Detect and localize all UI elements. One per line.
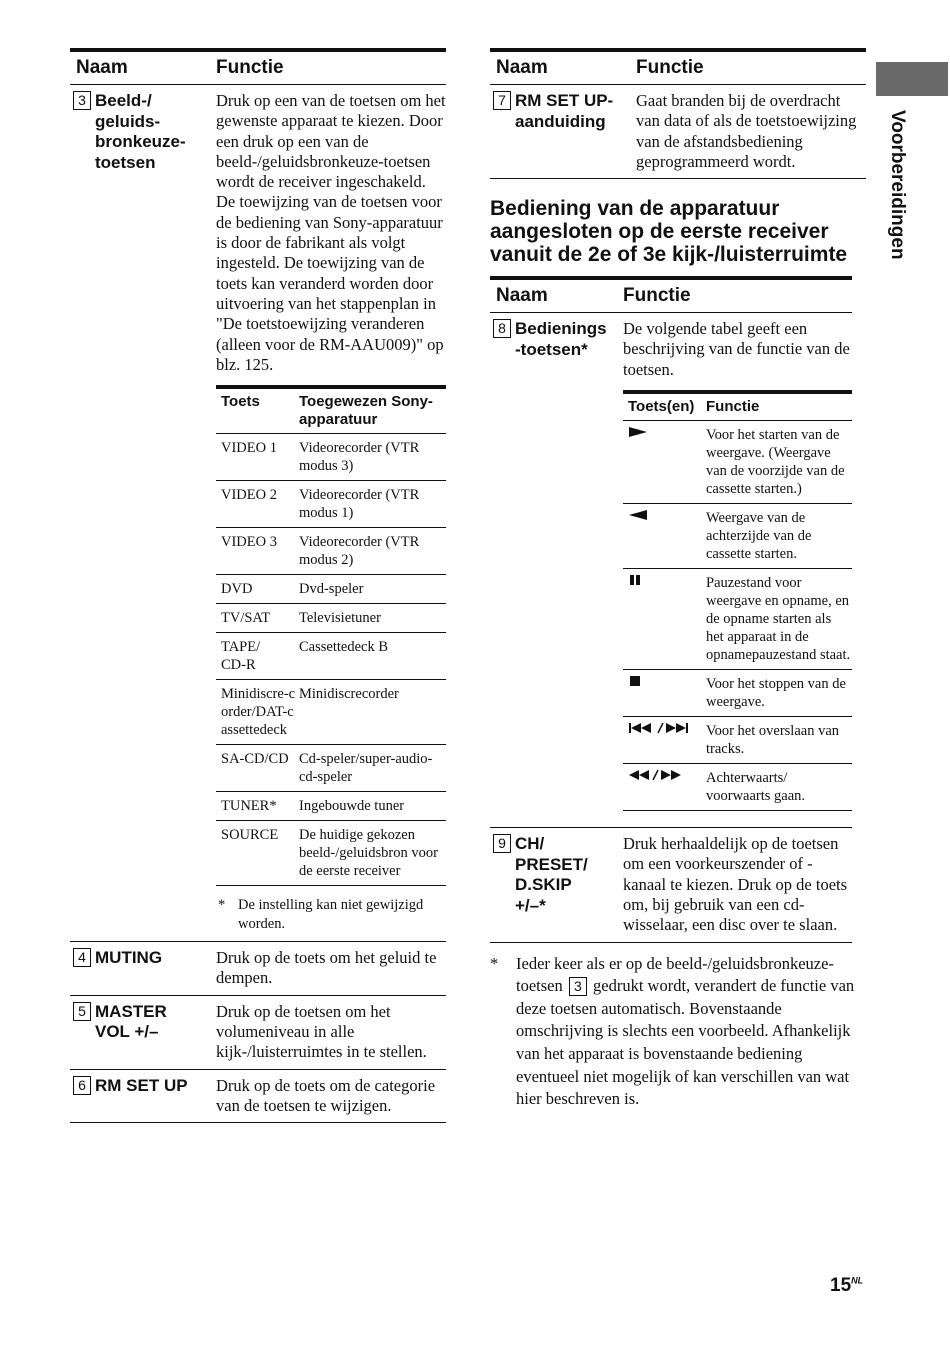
table-row — [490, 313, 852, 811]
table-row: Voor het overslaan van tracks. — [623, 717, 852, 764]
item-function: Druk op een van de toetsen om het gewenste apparaat te kiezen. Door een druk op een van de beeld-/geluidsbronkeuze-toetsen wordt de receiver ingeschakeld. De toewijzing van de toetsen voor de bediening van Sony-apparatuur is door de fabrikant als volgt ingesteld. De toewijzing van de toets kan veranderd worden door uitvoering van het stappenplan in "De toetstoewijzing veranderen (alleen voor de RM-AAU009)" op blz. 125. — [216, 91, 446, 374]
item-name: CH/ PRESET/ D.SKIP +/–* — [515, 834, 588, 915]
item-name: MASTER VOL +/– — [95, 1001, 167, 1042]
item-name: Bedienings -toetsen* — [515, 319, 607, 359]
table-header: Naam Functie — [490, 276, 852, 313]
right-column — [490, 48, 866, 1111]
section-label: Voorbereidingen — [887, 110, 908, 260]
key-function-table: Toets(en) Functie Voor het starten van de weergave. (Weergave van de voorzijde van de cassette starten.) Weergave van de achterzijde van de cassette starten. Pauzestand voor weergave en opname, en de opname starten als het apparaat in de opnamepauzestand staat. Voor het stoppen van de weergave. Voor het overslaan van tracks. Achterwaarts/ voorwaarts gaan. — [623, 390, 852, 811]
item-function: Druk op de toets om het geluid te dempen. — [216, 948, 437, 988]
table-row: TUNER* Ingebouwde tuner — [216, 792, 446, 821]
item-function: Gaat branden bij de overdracht van data of als de toetstoewijzing van de afstandsbediening geprogrammeerd wordt. — [636, 91, 857, 171]
header-name: Naam — [76, 57, 128, 78]
table-row: SOURCE De huidige gekozen beeld-/geluidsbron voor de eerste receiver — [216, 821, 446, 886]
table-row — [70, 942, 446, 996]
rewind-forward-icon — [628, 769, 688, 783]
item-function: Druk op de toets om de categorie van de toetsen te wijzigen. — [216, 1075, 436, 1115]
table-row — [70, 85, 446, 941]
item-name: RM SET UP — [95, 1075, 188, 1095]
stop-icon — [628, 675, 642, 689]
item-number: 7 — [493, 91, 511, 110]
table-row: TV/SAT Televisietuner — [216, 604, 446, 633]
left-column — [70, 48, 446, 1123]
item-function: Druk op de toetsen om het volumeniveau in alle kijk-/luisterruimtes in te stellen. — [216, 1001, 427, 1062]
item-name: MUTING — [95, 948, 163, 968]
table-row: Minidiscre-corder/DAT-cassettedeck Minidiscrecorder — [216, 680, 446, 745]
bottom-note: * Ieder keer als er op de beeld-/geluidsbronkeuze-toetsen 3 gedrukt wordt, verandert de functie van deze toetsen automatisch. Bovenstaande omschrijving is slechts een voorbeeld. Afhankelijk van het apparaat is bovenstaande bediening eventueel niet mogelijk of kan verschillen van wat hier beschreven is. — [490, 953, 855, 1109]
table-row: TAPE/ CD-R Cassettedeck B — [216, 633, 446, 680]
reverse-play-icon — [628, 509, 648, 523]
item-name: RM SET UP- aanduiding — [515, 91, 614, 131]
table-header: Naam Functie — [490, 48, 866, 85]
section-heading: Bediening van de apparatuur aangesloten op de eerste receiver vanuit de 2e of 3e kijk-/luisterruimte — [490, 197, 848, 267]
table-row: VIDEO 3 Videorecorder (VTR modus 2) — [216, 528, 446, 575]
item-number: 3 — [73, 91, 91, 110]
item-number: 4 — [73, 948, 91, 967]
table-row: DVD Dvd-speler — [216, 575, 446, 604]
item-function: De volgende tabel geeft een beschrijving van de functie van de toetsen. — [623, 319, 850, 379]
table-header — [70, 48, 446, 85]
table-row — [490, 85, 866, 179]
page-number: $15^{NL}$ — [830, 1275, 864, 1296]
pause-icon — [628, 574, 642, 588]
table-row: SA-CD/CD Cd-speler/super-audio-cd-speler — [216, 745, 446, 792]
item-number: 6 — [73, 1076, 91, 1095]
skip-prev-next-icon — [628, 722, 696, 736]
table-row: Pauzestand voor weergave en opname, en de opname starten als het apparaat in de opnamepauzestand staat. — [623, 569, 852, 670]
header-function: Functie — [216, 57, 284, 78]
table-row: Achterwaarts/ voorwaarts gaan. — [623, 764, 852, 811]
item-function: Druk herhaaldelijk op de toetsen om een voorkeurszender of -kanaal te kiezen. Druk op de toets om, bij gebruik van een cd-wisselaar, een disc over te slaan. — [623, 834, 848, 935]
footnote: * De instelling kan niet gewijzigd worden. — [218, 897, 424, 932]
table-row — [70, 996, 446, 1070]
table-row — [490, 828, 852, 942]
table-row — [70, 1070, 446, 1124]
item-number: 9 — [493, 834, 511, 853]
item-name: Beeld-/ geluids- bronkeuze- toetsen — [95, 91, 186, 172]
table-row: Voor het stoppen van de weergave. — [623, 670, 852, 717]
assignment-table-header: Toets Toegewezen Sony-apparatuur — [216, 389, 446, 434]
section-tab — [876, 62, 948, 96]
item-number: 3 — [569, 977, 587, 996]
item-number: 5 — [73, 1002, 91, 1021]
assignment-table — [216, 385, 446, 941]
table-row: VIDEO 1 Videorecorder (VTR modus 3) — [216, 434, 446, 481]
table-row: VIDEO 2 Videorecorder (VTR modus 1) — [216, 481, 446, 528]
item-number: 8 — [493, 319, 511, 338]
table-row: Voor het starten van de weergave. (Weergave van de voorzijde van de cassette starten.) — [623, 421, 852, 504]
play-icon — [628, 426, 648, 440]
table-row: Weergave van de achterzijde van de cassette starten. — [623, 504, 852, 569]
